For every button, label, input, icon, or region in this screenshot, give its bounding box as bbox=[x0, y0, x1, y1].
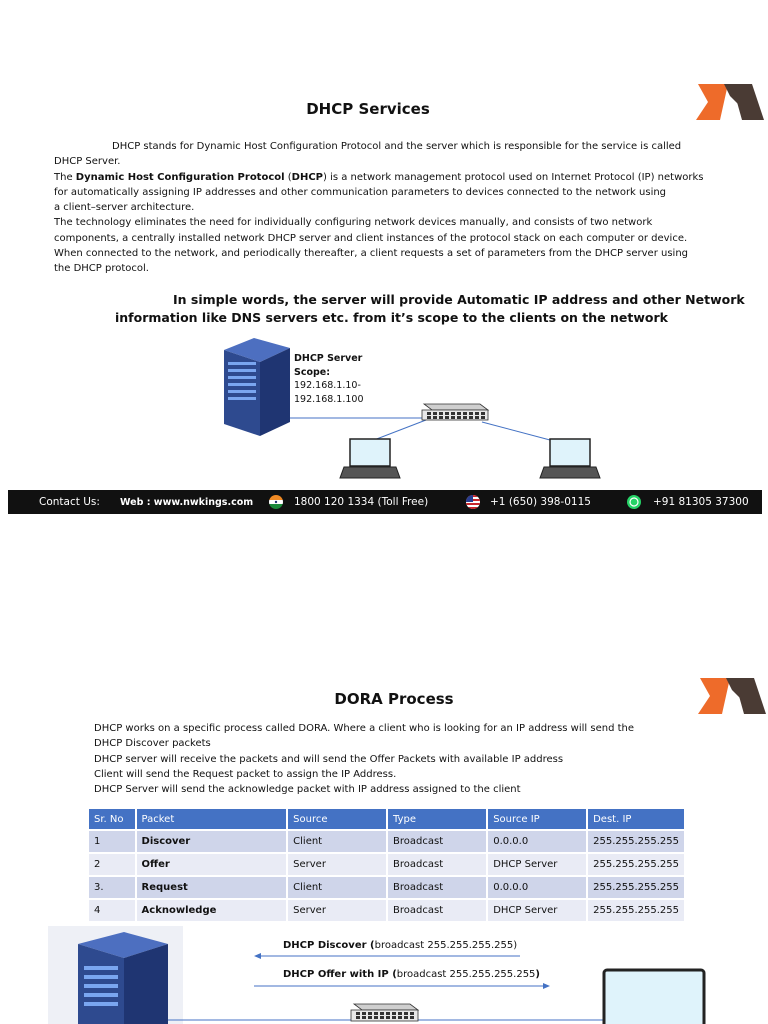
brand-logo bbox=[696, 676, 768, 716]
offer-label-end: ) bbox=[535, 969, 540, 980]
dora-title: DORA Process bbox=[334, 690, 454, 708]
cell-dest-ip: 255.255.255.255 bbox=[588, 831, 684, 852]
whatsapp-phone[interactable]: +91 81305 37300 bbox=[653, 496, 749, 508]
cell-dest-ip: 255.255.255.255 bbox=[588, 877, 684, 898]
cell-type: Broadcast bbox=[388, 900, 486, 921]
cell-source: Server bbox=[288, 854, 386, 875]
dora-description bbox=[94, 721, 714, 797]
slide-2 bbox=[0, 660, 768, 1024]
header-dest-ip: Dest. IP bbox=[588, 809, 684, 829]
dora-line-1: DHCP works on a specific process called DORA. Where a client who is looking for an IP address will send the bbox=[94, 723, 635, 734]
cell-source-ip: DHCP Server bbox=[488, 854, 586, 875]
table-row bbox=[89, 877, 684, 898]
definition-line-3: a client–server architecture. bbox=[54, 202, 195, 214]
summary-line-1: In simple words, the server will provide Automatic IP address and other Network bbox=[173, 292, 745, 307]
table-row bbox=[89, 854, 684, 875]
cell-packet: Offer bbox=[137, 854, 287, 875]
offer-arrow-label bbox=[283, 969, 540, 980]
definition-line-2: for automatically assigning IP addresses and other communication parameters to devices connected to the network using bbox=[54, 186, 667, 198]
intro-paragraph bbox=[54, 139, 734, 277]
cell-source-ip: DHCP Server bbox=[488, 900, 586, 921]
header-packet: Packet bbox=[137, 809, 287, 829]
intro-line-2: DHCP Server. bbox=[54, 156, 121, 168]
dora-line-2: DHCP Discover packets bbox=[94, 738, 211, 750]
cell-source: Client bbox=[288, 877, 386, 898]
contact-bar bbox=[8, 490, 762, 514]
cell-dest-ip: 255.255.255.255 bbox=[588, 854, 684, 875]
network-diagram bbox=[210, 336, 610, 484]
switch-client2-link bbox=[482, 422, 550, 440]
whatsapp-icon bbox=[627, 495, 641, 509]
website-link[interactable]: Web : www.nwkings.com bbox=[120, 496, 254, 508]
brand-logo bbox=[694, 82, 766, 122]
laptop-icon bbox=[604, 970, 704, 1024]
offer-label-rest: broadcast 255.255.255.255 bbox=[396, 969, 536, 980]
def-text-post: ) is a network management protocol used on Internet Protocol (IP) networks bbox=[323, 171, 704, 183]
cell-type: Broadcast bbox=[388, 831, 486, 852]
server-icon bbox=[224, 338, 290, 436]
server-icon bbox=[78, 932, 168, 1024]
cell-packet: Discover bbox=[137, 831, 287, 852]
cell-sr-no: 4 bbox=[89, 900, 135, 921]
definition-line-1 bbox=[54, 170, 734, 185]
discover-label-bold: DHCP Discover ( bbox=[283, 940, 375, 951]
cell-type: Broadcast bbox=[388, 877, 486, 898]
technology-line-4: the DHCP protocol. bbox=[54, 263, 149, 275]
server-label-range-end: 192.168.1.100 bbox=[294, 393, 364, 405]
cell-source: Client bbox=[288, 831, 386, 852]
cell-source-ip: 0.0.0.0 bbox=[488, 877, 586, 898]
page-title: DHCP Services bbox=[306, 100, 430, 118]
technology-line-3: When connected to the network, and periodically thereafter, a client requests a set of parameters from the DHCP server using bbox=[54, 248, 689, 260]
def-text-mid: ( bbox=[284, 171, 292, 183]
header-sr-no: Sr. No bbox=[89, 809, 135, 829]
dora-line-3: DHCP server will receive the packets and will send the Offer Packets with available IP address bbox=[94, 753, 564, 765]
cell-packet: Acknowledge bbox=[137, 900, 287, 921]
cell-sr-no: 2 bbox=[89, 854, 135, 875]
intro-line-1: DHCP stands for Dynamic Host Configuration Protocol and the server which is responsible for the service is called bbox=[112, 141, 682, 152]
server-label-scope: Scope: bbox=[294, 366, 331, 378]
server-label-range-start: 192.168.1.10- bbox=[294, 380, 361, 391]
cell-source: Server bbox=[288, 900, 386, 921]
table-row bbox=[89, 900, 684, 921]
india-flag-icon bbox=[269, 495, 283, 509]
server-label-title: DHCP Server bbox=[294, 353, 363, 364]
laptop-icon bbox=[340, 439, 400, 478]
dora-line-5: DHCP Server will send the acknowledge packet with IP address assigned to the client bbox=[94, 784, 521, 796]
header-source-ip: Source IP bbox=[488, 809, 586, 829]
technology-line-2: components, a centrally installed network DHCP server and client instances of the protocol stack on each computer or device. bbox=[54, 232, 688, 244]
us-phone[interactable]: +1 (650) 398-0115 bbox=[490, 496, 591, 508]
cell-dest-ip: 255.255.255.255 bbox=[588, 900, 684, 921]
discover-label-rest: broadcast 255.255.255.255) bbox=[374, 940, 518, 951]
def-bold-acronym: DHCP bbox=[291, 171, 323, 183]
cell-sr-no: 1 bbox=[89, 831, 135, 852]
switch-icon bbox=[422, 404, 488, 420]
contact-label: Contact Us: bbox=[39, 496, 100, 508]
summary-line-2: information like DNS servers etc. from it’s scope to the clients on the network bbox=[115, 310, 668, 325]
technology-line-1: The technology eliminates the need for individually configuring network devices manually, and consists of two network bbox=[54, 217, 653, 229]
offer-label-bold: DHCP Offer with IP ( bbox=[283, 969, 397, 980]
cell-sr-no: 3. bbox=[89, 877, 135, 898]
table-header-row bbox=[89, 809, 684, 829]
table-row bbox=[89, 831, 684, 852]
switch-icon bbox=[351, 1004, 418, 1021]
dora-line-4: Client will send the Request packet to assign the IP Address. bbox=[94, 768, 397, 780]
india-phone[interactable]: 1800 120 1334 (Toll Free) bbox=[294, 496, 429, 508]
def-text-pre: The bbox=[54, 171, 76, 183]
laptop-icon bbox=[540, 439, 600, 478]
cell-packet: Request bbox=[137, 877, 287, 898]
header-source: Source bbox=[288, 809, 386, 829]
cell-source-ip: 0.0.0.0 bbox=[488, 831, 586, 852]
cell-type: Broadcast bbox=[388, 854, 486, 875]
header-type: Type bbox=[388, 809, 486, 829]
switch-client1-link bbox=[374, 420, 426, 440]
def-bold-term: Dynamic Host Configuration Protocol bbox=[75, 171, 285, 183]
server-scope-label bbox=[294, 352, 364, 406]
dora-table bbox=[87, 807, 686, 923]
discover-arrow-label bbox=[283, 940, 517, 951]
us-flag-icon bbox=[466, 495, 480, 509]
